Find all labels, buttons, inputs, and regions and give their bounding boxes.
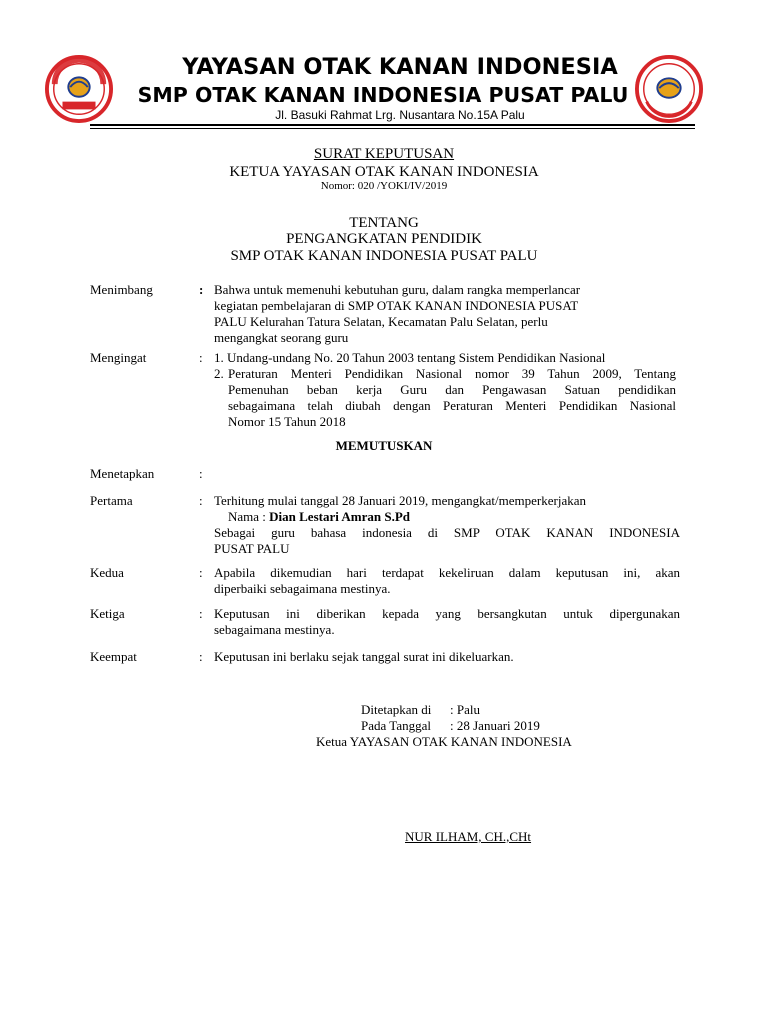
menimbang-text — [214, 282, 678, 346]
document-number: Nomor: 020 /YOKI/IV/2019 — [320, 180, 448, 192]
mengingat-item-1: 1. Undang-undang No. 20 Tahun 2003 tentang Sistem Pendidikan Nasional — [214, 350, 606, 365]
ketiga-colon: : — [199, 606, 203, 621]
pertama-line: Terhitung mulai tanggal 28 Januari 2019, mengangkat/memperkerjakan — [214, 493, 587, 508]
ketiga-line: sebagaimana mestinya. — [214, 622, 335, 637]
keempat-text: Keputusan ini berlaku sejak tanggal surat ini dikeluarkan. — [214, 649, 514, 664]
keempat-colon: : — [199, 649, 203, 664]
letterhead-rule-thin — [90, 128, 695, 129]
mengingat-item-2 — [228, 366, 676, 430]
about-heading: TENTANG — [349, 215, 419, 231]
menimbang-line: mengangkat seorang guru — [214, 330, 349, 345]
place-label: Ditetapkan di — [361, 702, 432, 717]
foundation-name: YAYASAN OTAK KANAN INDONESIA — [182, 54, 618, 80]
decision-heading: MEMUTUSKAN — [335, 438, 433, 453]
subject-line-2: SMP OTAK KANAN INDONESIA PUSAT PALU — [230, 248, 538, 264]
signatory-name: NUR ILHAM, CH.,CHt — [405, 829, 532, 844]
mengingat-colon: : — [199, 350, 203, 365]
pertama-colon: : — [199, 493, 203, 508]
pertama-label: Pertama — [90, 493, 133, 508]
ketiga-label: Ketiga — [90, 606, 125, 621]
ketiga-line: Keputusan ini diberikan kepada yang bersangkutan untuk dipergunakan — [214, 606, 680, 621]
place-value: : Palu — [450, 702, 480, 717]
date-value: : 28 Januari 2019 — [450, 718, 540, 733]
pertama-line: Sebagai guru bahasa indonesia di SMP OTAK KANAN INDONESIA — [214, 525, 680, 540]
appointee-name-label: Nama : — [228, 509, 270, 524]
appointee-name: Dian Lestari Amran S.Pd — [269, 509, 410, 524]
school-name: SMP OTAK KANAN INDONESIA PUSAT PALU — [137, 83, 629, 107]
subject-line-1: PENGANGKATAN PENDIDIK — [286, 231, 482, 247]
date-label: Pada Tanggal — [361, 718, 431, 733]
document-issuer: KETUA YAYASAN OTAK KANAN INDONESIA — [229, 164, 539, 180]
keempat-label: Keempat — [90, 649, 137, 664]
kedua-label: Kedua — [90, 565, 124, 580]
mengingat-line: Pemenuhan beban kerja Guru dan Pengawasan Satuan pendidikan — [228, 382, 676, 397]
mengingat-line: sebagaimana telah diubah dengan Peraturan Menteri Pendidikan Nasional — [228, 398, 676, 413]
ketiga-text — [214, 606, 680, 638]
kedua-line: diperbaiki sebagaimana mestinya. — [214, 581, 391, 596]
school-address: Jl. Basuki Rahmat Lrg. Nusantara No.15A Palu — [275, 108, 525, 122]
menimbang-colon: : — [199, 282, 204, 297]
signatory-position: Ketua YAYASAN OTAK KANAN INDONESIA — [316, 734, 572, 749]
kedua-colon: : — [199, 565, 203, 580]
mengingat-item-2-number: 2. — [214, 366, 224, 381]
menimbang-line: Bahwa untuk memenuhi kebutuhan guru, dalam rangka memperlancar — [214, 282, 581, 297]
menetapkan-colon: : — [199, 466, 203, 481]
menimbang-line: PALU Kelurahan Tatura Selatan, Kecamatan Palu Selatan, perlu — [214, 314, 548, 329]
document-title: SURAT KEPUTUSAN — [313, 146, 455, 162]
letterhead-rule-thick — [90, 124, 695, 126]
menimbang-label: Menimbang — [90, 282, 153, 297]
mengingat-line: Peraturan Menteri Pendidikan Nasional nomor 39 Tahun 2009, Tentang — [228, 366, 676, 381]
kedua-line: Apabila dikemudian hari terdapat kekeliruan dalam keputusan ini, akan — [214, 565, 680, 580]
mengingat-label: Mengingat — [90, 350, 147, 365]
kedua-text — [214, 565, 680, 597]
mengingat-line: Nomor 15 Tahun 2018 — [228, 414, 346, 429]
appointee-name-row — [214, 509, 684, 525]
pertama-line: PUSAT PALU — [214, 541, 290, 556]
menetapkan-label: Menetapkan — [90, 466, 155, 481]
pertama-text — [214, 493, 684, 557]
menimbang-line: kegiatan pembelajaran di SMP OTAK KANAN INDONESIA PUSAT — [214, 298, 579, 313]
